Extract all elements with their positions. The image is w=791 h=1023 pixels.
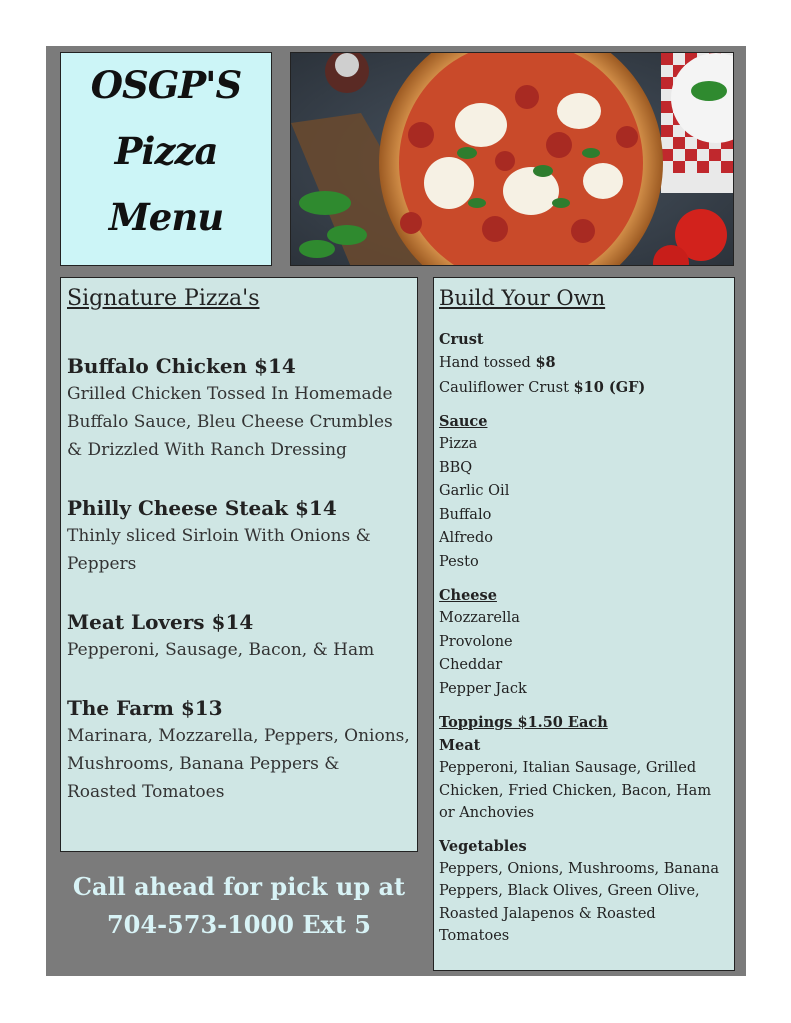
- crust-label: Cauliflower Crust: [439, 379, 574, 396]
- list-item: [67, 352, 411, 464]
- section-title: Cheese: [439, 587, 497, 604]
- section-title: Toppings $1.50 Each: [439, 714, 608, 731]
- list-item: [439, 351, 729, 376]
- title-line-3: Menu: [108, 195, 224, 239]
- section-title: Crust: [439, 331, 484, 348]
- signature-pizzas-panel: [60, 277, 418, 852]
- crust-section: [439, 328, 729, 400]
- build-your-own-panel: [433, 277, 735, 971]
- crust-price: $10 (GF): [573, 378, 646, 396]
- list-item: [67, 694, 411, 806]
- crust-label: Hand tossed: [439, 355, 536, 371]
- byo-heading: Build Your Own: [439, 286, 606, 310]
- list-item: Alfredo: [439, 530, 493, 546]
- title-line-1: OSGP'S: [90, 63, 242, 107]
- pizza-description: Thinly sliced Sirloin With Onions & Peppers: [67, 526, 371, 574]
- toppings-section: [439, 711, 729, 948]
- pizza-name: The Farm $13: [67, 696, 223, 720]
- vegetables-title: Vegetables: [439, 837, 527, 855]
- cheese-section: [439, 584, 729, 701]
- list-item: Provolone: [439, 633, 513, 650]
- phone-number: 704-573-1000 Ext 5: [106, 910, 371, 939]
- sauce-section: [439, 410, 729, 574]
- signature-heading: Signature Pizza's: [67, 286, 260, 311]
- pizza-name: Meat Lovers $14: [67, 610, 254, 634]
- call-ahead-notice: [60, 868, 418, 944]
- section-title: Sauce: [439, 413, 488, 430]
- list-item: [67, 608, 411, 664]
- list-item: [67, 494, 411, 578]
- meat-title: Meat: [439, 737, 481, 754]
- list-item: Buffalo: [439, 506, 492, 523]
- pizza-description: Grilled Chicken Tossed In Homemade Buffalo Sauce, Bleu Cheese Crumbles & Drizzled With Ranch Dressing: [67, 384, 393, 460]
- list-item: Pizza: [439, 436, 478, 452]
- title-line-2: Pizza: [114, 129, 218, 173]
- meat-list: Pepperoni, Italian Sausage, Grilled Chicken, Fried Chicken, Bacon, Ham or Anchovies: [439, 760, 712, 821]
- pizza-description: Pepperoni, Sausage, Bacon, & Ham: [67, 640, 375, 660]
- crust-price: $8: [535, 354, 556, 371]
- pizza-description: Marinara, Mozzarella, Peppers, Onions, Mushrooms, Banana Peppers & Roasted Tomatoes: [67, 726, 410, 802]
- list-item: [439, 376, 729, 401]
- list-item: Pesto: [439, 553, 479, 570]
- list-item: Pepper Jack: [439, 680, 527, 697]
- vegetables-list: Peppers, Onions, Mushrooms, Banana Peppers, Black Olives, Green Olive, Roasted Jalapenos & Roasted Tomatoes: [439, 860, 720, 944]
- menu-sheet: [46, 46, 746, 976]
- pizza-image-icon: [291, 53, 734, 266]
- list-item: BBQ: [439, 459, 473, 476]
- title-box: [60, 52, 272, 266]
- pizza-photo: [290, 52, 734, 266]
- list-item: Cheddar: [439, 657, 503, 673]
- call-ahead-text: Call ahead for pick up at: [72, 872, 406, 901]
- pizza-name: Buffalo Chicken $14: [67, 354, 296, 378]
- list-item: Mozzarella: [439, 610, 520, 626]
- list-item: Garlic Oil: [439, 483, 510, 499]
- pizza-name: Philly Cheese Steak $14: [67, 496, 337, 520]
